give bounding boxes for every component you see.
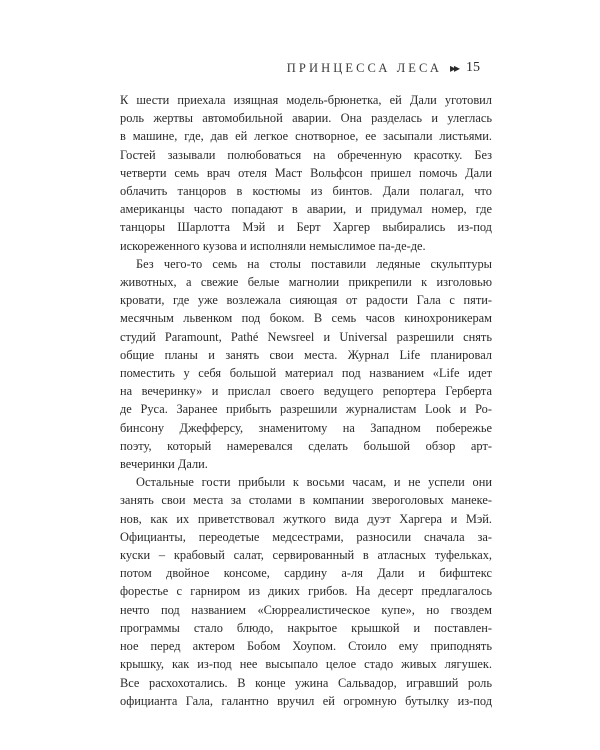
text-line: нов, как их приветствовал жуткого вида дуэт Харгера и Мэй. [120,511,492,526]
text-line: Гостей зазывали полюбоваться на обреченную красотку. Без [120,147,492,162]
text-line: К шести приехала изящная модель-брюнетка, ей Дали уготовил [120,93,492,107]
text-line: официанта Гала, галантно вручил ей огромную бутылку из-под [120,693,492,708]
running-head-title: ПРИНЦЕССА ЛЕСА [286,60,442,75]
text-line: танцоры Шарлотта Мэй и Берт Харгер выбирались из-под [120,220,492,235]
text-line: Без чего-то семь на столы поставили ледяные скульптуры [136,256,492,271]
text-line: общие планы и занять свои места. Журнал Life планировал [120,347,492,362]
paragraph-2 [120,255,492,473]
text-line: де Руса. Заранее прибыть разрешили журналистам Look и Ро- [120,402,492,417]
text-line: крышку, как из-под нее высыпало целое стадо живых лягушек. [120,657,492,672]
text-line: роль жертвы автомобильной аварии. Она разделась и улеглась [120,111,492,126]
text-line: облачить танцоров в костюмы из бинтов. Дали полагал, что [120,184,492,199]
body-text [120,91,492,710]
running-head [287,58,480,78]
text-line: искореженного кузова и исполняли немыслимое па-де-де. [120,238,426,253]
paragraph-1 [120,91,492,255]
text-line: ное перед актером Бобом Хоупом. Стоило ему приподнять [120,639,492,654]
text-line: Официанты, переодетые медсестрами, разносили сначала за- [120,529,492,544]
text-line: Остальные гости прибыли к восьми часам, и не успели они [136,475,492,490]
text-line: американцы часто попадают в аварии, и придумал номер, где [120,202,492,217]
text-line: потом двойное консоме, сардину а-ля Дали и бифштекс [120,566,492,581]
text-line: куски – крабовый салат, сервированный в атласных туфельках, [120,548,492,563]
page-number: 15 [466,60,480,75]
text-line: животных, а свежие белые магнолии прикрепили к изголовью [120,275,492,290]
text-line: в машине, где, дав ей легкое снотворное, ее засыпали листьями. [120,129,492,144]
text-line: поместить у себя большой материал под названием «Life идет [120,366,492,381]
text-line: форестье с гарниром из диких грибов. На десерт предлагалось [120,584,492,599]
text-line: вечеринки Дали. [120,457,208,472]
paragraph-3 [120,473,492,710]
text-line: поэту, который намеревался сделать большой обзор арт- [120,438,492,453]
text-line: студий Paramount, Pathé Newsreel и Universal разрешили снять [120,329,492,344]
text-line: четверти семь врач отеля Маст Вольфсон пришел помочь Дали [120,165,492,180]
text-line: нечто под названием «Сюрреалистическое купе», но гвоздем [120,602,492,617]
text-line: на вечеринку» и прислал своего ведущего репортера Герберта [120,384,492,399]
text-line: программы стало блюдо, накрытое крышкой и поставлен- [120,620,492,635]
arrow-marker-icon: ▸▸ [449,60,458,75]
text-line: кровати, где уже возлежала сияющая от радости Гала с пяти- [120,293,492,308]
text-line: занять свои места за столами в компании звероголовых манеке- [120,493,492,508]
text-line: Все расхохотались. В конце ужина Сальвадор, игравший роль [120,675,492,690]
text-line: бинсону Джефферсу, знаменитому на Западном побережье [120,420,492,435]
text-line: месячным львенком под боком. В семь часов кинохроникерам [120,311,492,326]
